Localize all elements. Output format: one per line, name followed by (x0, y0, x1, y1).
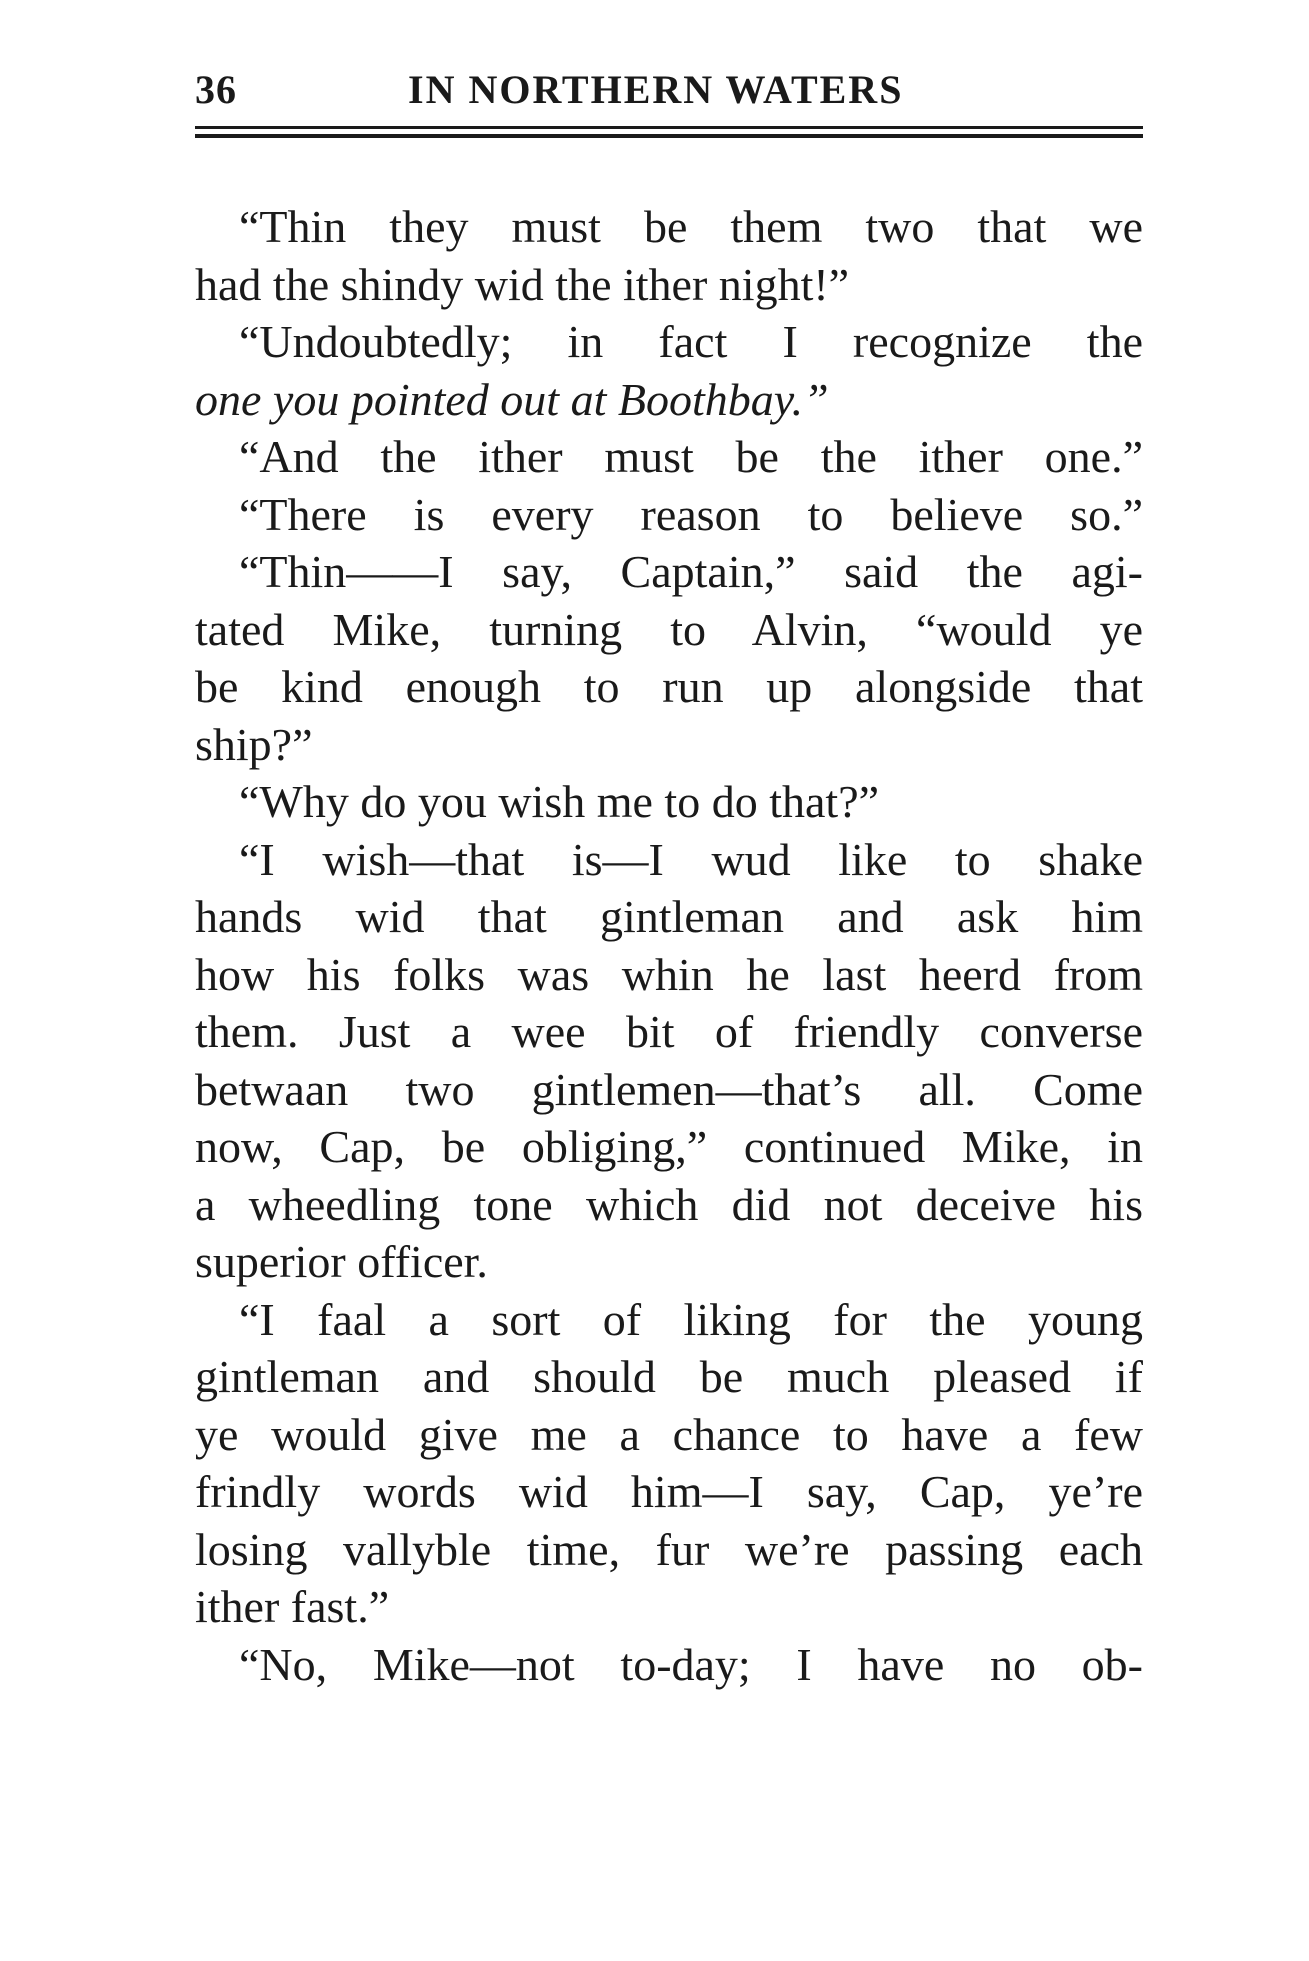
text-line: ye would give me a chance to have a few (195, 1408, 1143, 1460)
header-rule-thin (195, 126, 1143, 129)
text-line: gintleman and should be much pleased if (195, 1351, 1143, 1402)
text-line: ship?” (195, 718, 313, 770)
body-text (195, 198, 1143, 1693)
running-header (195, 66, 1143, 116)
text-line: “And the ither must be the ither one.” (239, 431, 1143, 482)
text-line: “Thin they must be them two that we (239, 201, 1143, 252)
text-line: them. Just a wee bit of friendly converse (195, 1006, 1143, 1057)
text-line: a wheedling tone which did not deceive his (195, 1178, 1143, 1230)
text-line: how his folks was whin he last heerd from (195, 948, 1143, 1000)
text-line: “I wish—that is—I wud like to shake (239, 833, 1143, 885)
text-line: frindly words wid him—I say, Cap, ye’re (195, 1466, 1143, 1517)
text-line: tated Mike, turning to Alvin, “would ye (195, 603, 1143, 655)
text-line: had the shindy wid the ither night!” (195, 258, 850, 310)
text-line: “There is every reason to believe so.” (239, 488, 1143, 540)
running-title: IN NORTHERN WATERS (408, 67, 904, 112)
text-line: “No, Mike—not to-day; I have no ob- (239, 1638, 1143, 1690)
text-line: betwaan two gintlemen—that’s all. Come (195, 1063, 1143, 1115)
text-line: superior officer. (195, 1236, 488, 1287)
text-line: ither fast.” (195, 1581, 390, 1632)
text-line: hands wid that gintleman and ask him (195, 891, 1143, 942)
header-rule-thick (195, 134, 1143, 138)
text-line: losing vallyble time, fur we’re passing each (195, 1523, 1143, 1575)
text-line: “Thin——I say, Captain,” said the agi- (239, 546, 1143, 597)
text-line: “Why do you wish me to do that?” (239, 776, 880, 827)
page-number: 36 (195, 67, 237, 112)
text-line: one you pointed out at Boothbay.” (195, 373, 829, 425)
text-line: “Undoubtedly; in fact I recognize the (239, 316, 1143, 367)
text-line: “I faal a sort of liking for the young (239, 1293, 1143, 1345)
text-line: be kind enough to run up alongside that (195, 661, 1143, 712)
text-line: now, Cap, be obliging,” continued Mike, in (195, 1121, 1143, 1172)
